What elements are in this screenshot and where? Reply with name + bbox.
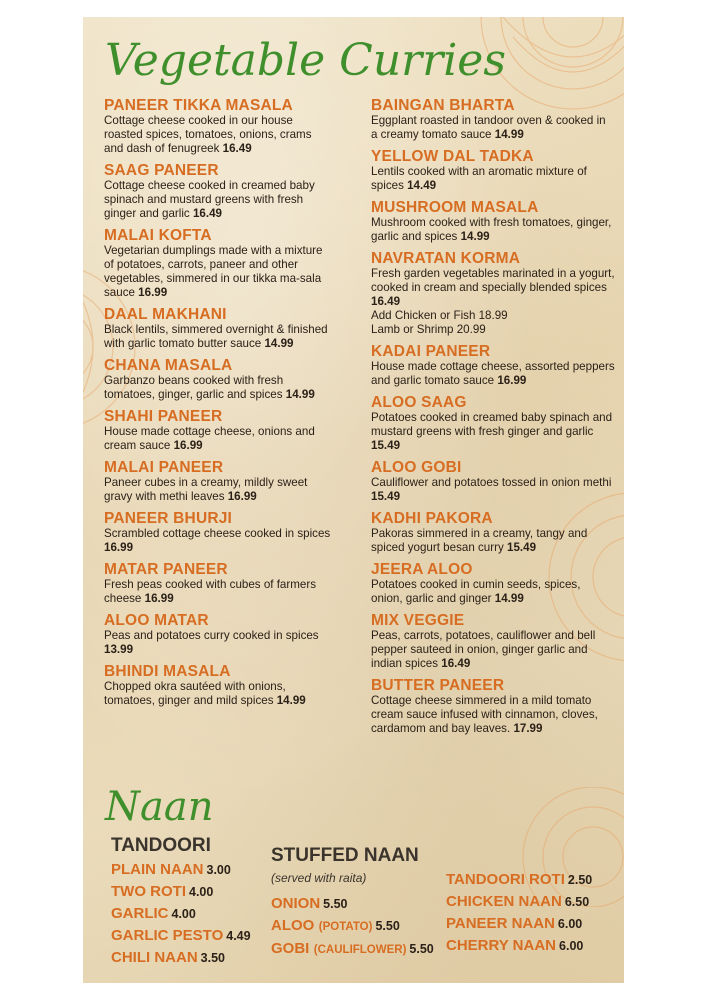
menu-item-desc-text: Chopped okra sautéed with onions, tomatoes, ginger and mild spices: [104, 680, 286, 707]
menu-item-price: 17.99: [513, 722, 543, 735]
bread-name: CHERRY NAAN: [446, 937, 557, 954]
bread-item: [446, 891, 616, 913]
bread-price: 5.50: [323, 897, 348, 911]
other-breads-list: [446, 869, 616, 957]
tandoori-column: [111, 835, 286, 969]
bread-name: TANDOORI ROTI: [446, 871, 565, 888]
menu-item-description: [104, 179, 332, 221]
menu-item-description: [371, 267, 615, 309]
bread-item: [446, 913, 616, 935]
menu-item-price: 16.99: [173, 439, 203, 452]
menu-item-description: [371, 476, 615, 504]
menu-item-description: [371, 411, 615, 453]
menu-item-desc-text: Cottage cheese cooked in creamed baby spinach and mustard greens with fresh ginger and garlic: [104, 179, 315, 220]
menu-item: [371, 612, 615, 671]
menu-item-description: [104, 476, 332, 504]
menu-item-price: 13.99: [104, 643, 134, 656]
bread-name: CHILI NAAN: [111, 949, 198, 966]
menu-item: [104, 162, 332, 221]
bread-price: 6.00: [557, 917, 583, 931]
menu-item-name: ALOO MATAR: [104, 612, 209, 629]
menu-item-name: ALOO SAAG: [371, 394, 467, 411]
bread-item: [271, 893, 451, 915]
menu-item-desc-text: Fresh garden vegetables marinated in a yogurt, cooked in cream and specially blended spices: [371, 267, 615, 294]
menu-item: [104, 306, 332, 351]
bread-price: 4.00: [189, 885, 214, 899]
right-menu-column: [371, 97, 615, 742]
menu-item: [104, 97, 332, 156]
menu-item-name: NAVRATAN KORMA: [371, 250, 521, 267]
menu-item: [371, 148, 615, 193]
bread-name: ALOO: [271, 917, 315, 934]
bread-price: 4.49: [226, 929, 251, 943]
bread-item: [111, 859, 286, 881]
right-item-list: [371, 97, 615, 736]
menu-item-name: MATAR PANEER: [104, 561, 228, 578]
stuffed-heading: STUFFED NAAN: [271, 845, 419, 866]
menu-item-price: 14.99: [264, 337, 294, 350]
menu-item-description: [104, 680, 332, 708]
menu-item-name: SAAG PANEER: [104, 162, 219, 179]
menu-item: [371, 510, 615, 555]
bread-item: [111, 947, 286, 969]
menu-item-name: MALAI PANEER: [104, 459, 224, 476]
menu-item: [104, 510, 332, 555]
menu-item-desc-text: Cauliflower and potatoes tossed in onion methi: [371, 476, 612, 489]
bread-item: [446, 935, 616, 957]
left-menu-column: [104, 97, 332, 714]
addon-option: Add Chicken or Fish 18.99: [371, 309, 508, 322]
bread-name: PLAIN NAAN: [111, 861, 204, 878]
menu-item-desc-text: Peas and potatoes curry cooked in spices: [104, 629, 319, 642]
menu-item-description: [371, 578, 615, 606]
menu-item-price: 14.49: [407, 179, 437, 192]
menu-item-desc-text: House made cottage cheese, onions and cream sauce: [104, 425, 315, 452]
menu-item-desc-text: House made cottage cheese, assorted peppers and garlic tomato sauce: [371, 360, 615, 387]
menu-item-description: [371, 165, 615, 193]
bread-item: [446, 869, 616, 891]
menu-item-name: BHINDI MASALA: [104, 663, 231, 680]
menu-item-desc-text: Pakoras simmered in a creamy, tangy and spiced yogurt besan curry: [371, 527, 588, 554]
menu-item: [104, 408, 332, 453]
bread-name: PANEER NAAN: [446, 915, 555, 932]
menu-item-desc-text: Black lentils, simmered overnight & finished with garlic tomato butter sauce: [104, 323, 328, 350]
menu-item-name: YELLOW DAL TADKA: [371, 148, 534, 165]
menu-item: [104, 227, 332, 300]
menu-card: [83, 17, 624, 983]
menu-item-price: 14.99: [460, 230, 490, 243]
menu-item-price: 16.99: [227, 490, 257, 503]
bread-price: 3.50: [200, 951, 226, 965]
bread-item: [271, 915, 451, 938]
menu-item-desc-text: Lentils cooked with an aromatic mixture of spices: [371, 165, 587, 192]
menu-item-name: PANEER BHURJI: [104, 510, 233, 527]
bread-item: [271, 938, 451, 961]
menu-item-description: [371, 114, 615, 142]
menu-item: [371, 250, 615, 337]
bread-item: [111, 903, 286, 925]
menu-item: [371, 394, 615, 453]
tandoori-list: [111, 859, 286, 969]
menu-item-price: 16.99: [497, 374, 527, 387]
bread-price: 5.50: [375, 919, 400, 933]
menu-item-desc-text: Vegetarian dumplings made with a mixture of potatoes, carrots, paneer and other vegetables, simmered in our tikka ma-sala sauce: [104, 244, 323, 299]
menu-item-desc-text: Fresh peas cooked with cubes of farmers cheese: [104, 578, 317, 605]
menu-item-price: 14.99: [276, 694, 306, 707]
menu-item-price: 16.49: [222, 142, 252, 155]
menu-item-price: 16.99: [104, 541, 134, 554]
other-breads-column: [446, 869, 616, 957]
menu-item-description: [104, 629, 332, 657]
bread-name: ONION: [271, 895, 321, 912]
menu-item-desc-text: Potatoes cooked in creamed baby spinach and mustard greens with fresh ginger and garlic: [371, 411, 613, 438]
bread-price: 5.50: [409, 942, 434, 956]
menu-item-desc-text: Mushroom cooked with fresh tomatoes, ginger, garlic and spices: [371, 216, 612, 243]
bread-note: (POTATO): [318, 921, 373, 933]
bread-name: GOBI: [271, 940, 310, 957]
menu-item-name: MALAI KOFTA: [104, 227, 212, 244]
bread-name: GARLIC: [111, 905, 169, 922]
bread-name: GARLIC PESTO: [111, 927, 224, 944]
menu-item-desc-text: Eggplant roasted in tandoor oven & cooked in a creamy tomato sauce: [371, 114, 606, 141]
bread-price: 4.00: [171, 907, 196, 921]
menu-item-price: 16.49: [192, 207, 222, 220]
menu-item: [104, 459, 332, 504]
bread-name: CHICKEN NAAN: [446, 893, 562, 910]
menu-item-price: 15.49: [371, 490, 401, 503]
bread-price: 2.50: [567, 873, 593, 887]
menu-item-description: [371, 360, 615, 388]
menu-item-price: 16.49: [441, 657, 471, 670]
menu-item-name: BAINGAN BHARTA: [371, 97, 515, 114]
menu-item-desc-text: Scrambled cottage cheese cooked in spices: [104, 527, 331, 540]
bread-price: 3.00: [206, 863, 231, 877]
menu-item-name: CHANA MASALA: [104, 357, 233, 374]
menu-item-desc-text: Potatoes cooked in cumin seeds, spices, onion, garlic and ginger: [371, 578, 581, 605]
bread-name: TWO ROTI: [111, 883, 186, 900]
menu-item-description: [104, 244, 332, 300]
menu-item-price: 16.99: [144, 592, 174, 605]
menu-item-name: JEERA ALOO: [371, 561, 473, 578]
menu-item-description: [104, 527, 332, 555]
menu-item-name: ALOO GOBI: [371, 459, 462, 476]
addon-option: Lamb or Shrimp 20.99: [371, 323, 486, 336]
menu-item: [371, 343, 615, 388]
menu-item-description: [104, 578, 332, 606]
menu-item-price: 14.99: [494, 128, 524, 141]
menu-item-desc-text: Peas, carrots, potatoes, cauliflower and bell pepper sauteed in onion, ginger garlic and indian spices: [371, 629, 596, 670]
menu-item-desc-text: Paneer cubes in a creamy, mildly sweet gravy with methi leaves: [104, 476, 308, 503]
menu-item-price: 14.99: [494, 592, 524, 605]
tandoori-heading: TANDOORI: [111, 835, 211, 856]
stuffed-list: [271, 893, 451, 961]
naan-section-title: Naan: [105, 784, 214, 830]
menu-item-name: KADHI PAKORA: [371, 510, 493, 527]
menu-item-desc-text: Cottage cheese simmered in a mild tomato cream sauce infused with cinnamon, cloves, cardamom and bay leaves.: [371, 694, 598, 735]
menu-item-description: [371, 216, 615, 244]
menu-item-description: [371, 694, 615, 736]
bread-note: (CAULIFLOWER): [313, 944, 407, 956]
stuffed-subheading: (served with raita): [271, 871, 367, 885]
menu-item-name: BUTTER PANEER: [371, 677, 505, 694]
bread-item: [111, 881, 286, 903]
menu-item-name: MIX VEGGIE: [371, 612, 465, 629]
menu-item: [371, 97, 615, 142]
menu-item-name: DAAL MAKHANI: [104, 306, 227, 323]
menu-item-description: [104, 114, 332, 156]
menu-item-name: PANEER TIKKA MASALA: [104, 97, 293, 114]
menu-item-desc-text: Garbanzo beans cooked with fresh tomatoes, ginger, garlic and spices: [104, 374, 284, 401]
menu-item: [371, 677, 615, 736]
menu-item-description: [104, 323, 332, 351]
menu-item-description: [104, 374, 332, 402]
menu-item-price: 14.99: [285, 388, 315, 401]
menu-item-name: KADAI PANEER: [371, 343, 491, 360]
stuffed-column: [271, 845, 451, 961]
menu-item: [104, 663, 332, 708]
menu-item-name: MUSHROOM MASALA: [371, 199, 539, 216]
menu-item: [104, 561, 332, 606]
menu-item-desc-text: Cottage cheese cooked in our house roasted spices, tomatoes, onions, crams and dash of fenugreek: [104, 114, 312, 155]
menu-item: [371, 459, 615, 504]
menu-item: [371, 561, 615, 606]
menu-item-name: SHAHI PANEER: [104, 408, 223, 425]
bread-item: [111, 925, 286, 947]
menu-item: [104, 612, 332, 657]
menu-item: [371, 199, 615, 244]
menu-item: [104, 357, 332, 402]
menu-item-description: [104, 425, 332, 453]
bread-price: 6.00: [559, 939, 584, 953]
menu-item-description: [371, 527, 615, 555]
curries-section-title: Vegetable Curries: [105, 35, 506, 86]
menu-item-price: 16.99: [138, 286, 168, 299]
menu-item-price: 15.49: [371, 439, 401, 452]
menu-item-description: [371, 629, 615, 671]
left-item-list: [104, 97, 332, 708]
menu-item-price: 15.49: [507, 541, 537, 554]
bread-price: 6.50: [564, 895, 590, 909]
menu-item-price: 16.49: [371, 295, 401, 308]
